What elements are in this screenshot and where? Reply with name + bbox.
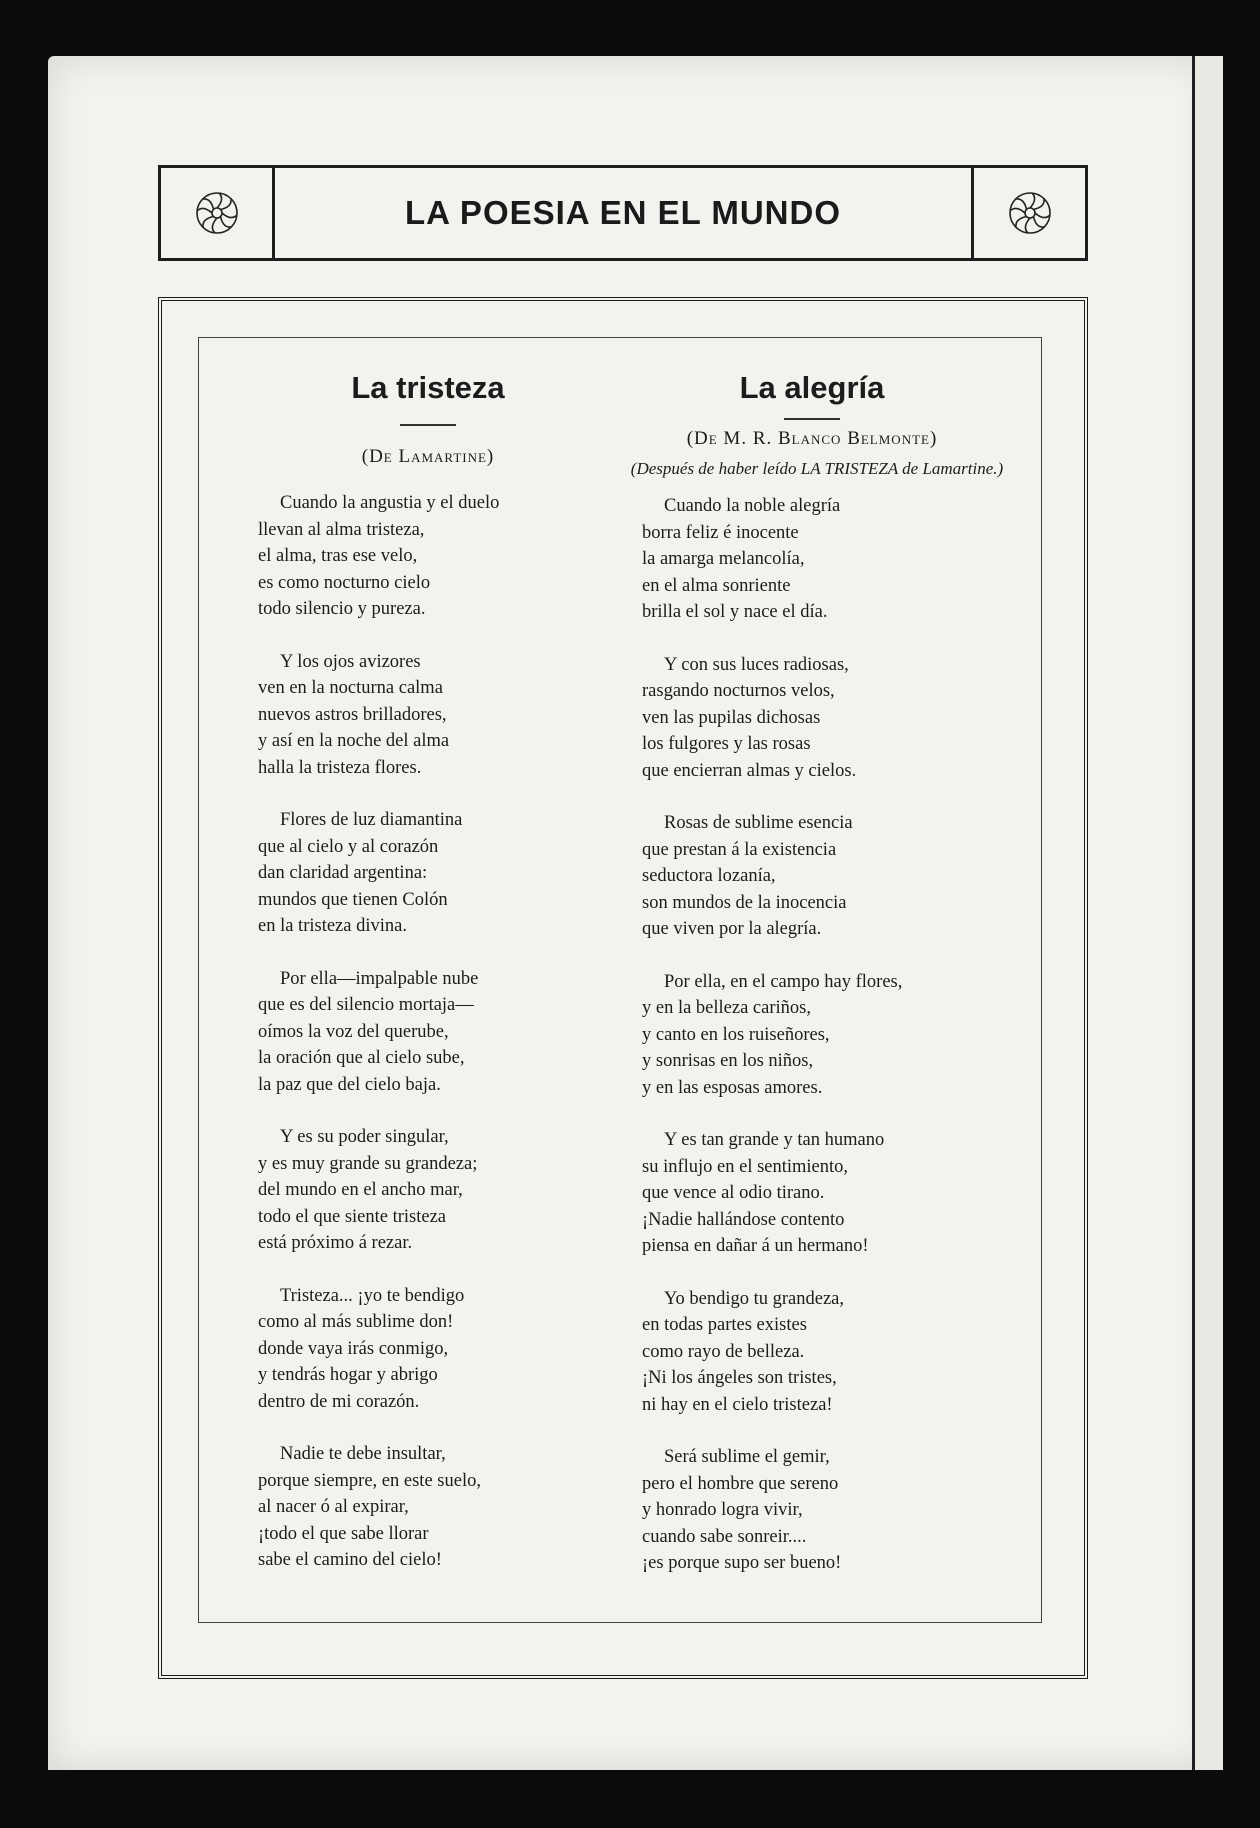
stanza xyxy=(258,490,648,623)
poem-title: La tristeza xyxy=(351,370,505,405)
verse-line: Será sublime el gemir, xyxy=(664,1447,830,1467)
verse-line: y es muy grande su grandeza; xyxy=(258,1153,478,1174)
verse-line: llevan al alma tristeza, xyxy=(258,519,425,540)
poem-stanzas xyxy=(258,490,648,1574)
verse-line: Rosas de sublime esencia xyxy=(664,813,853,833)
verse-line: porque siempre, en este suelo, xyxy=(258,1470,481,1491)
verse-line: y honrado logra vivir, xyxy=(642,1500,803,1520)
verse-line: los fulgores y las rosas xyxy=(642,734,811,754)
verse-line: Y es su poder singular, xyxy=(280,1127,449,1147)
stanza xyxy=(258,1441,648,1574)
verse-line: la oración que al cielo sube, xyxy=(258,1048,465,1068)
verse-line: es como nocturno cielo xyxy=(258,572,431,593)
verse-line: ¡todo el que sabe llorar xyxy=(258,1523,429,1544)
verse-line: halla la tristeza flores. xyxy=(258,757,422,778)
stanza xyxy=(258,1283,648,1416)
verse-line: y en la belleza cariños, xyxy=(642,998,811,1018)
stanza xyxy=(642,1286,1032,1419)
verse-line: Nadie te debe insultar, xyxy=(280,1444,446,1464)
verse-line: y tendrás hogar y abrigo xyxy=(258,1365,438,1385)
verse-line: Tristeza... ¡yo te bendigo xyxy=(280,1285,465,1306)
title-rule xyxy=(400,424,456,426)
verse-line: como rayo de belleza. xyxy=(642,1341,805,1362)
verse-line: ¡es porque supo ser bueno! xyxy=(642,1553,842,1573)
verse-line: al nacer ó al expirar, xyxy=(258,1497,409,1517)
verse-line: ¡Nadie hallándose contento xyxy=(642,1209,845,1230)
stanza xyxy=(258,649,648,782)
stanza xyxy=(642,652,1032,785)
verse-line: son mundos de la inocencia xyxy=(642,892,847,913)
verse-line: que prestan á la existencia xyxy=(642,839,837,860)
poem-attribution: (De M. R. Blanco Belmonte) xyxy=(686,428,938,449)
stanza xyxy=(642,1127,1032,1260)
verse-line: el alma, tras ese velo, xyxy=(258,546,418,566)
verse-line: y en las esposas amores. xyxy=(642,1077,823,1098)
verse-line: todo silencio y pureza. xyxy=(258,599,426,619)
verse-line: todo el que siente tristeza xyxy=(258,1206,447,1227)
poem-la-alegria xyxy=(630,370,1032,1603)
verse-line: ven las pupilas dichosas xyxy=(642,707,821,728)
poem-title: La alegría xyxy=(739,370,885,405)
verse-line: dan claridad argentina: xyxy=(258,863,428,883)
verse-line: como al más sublime don! xyxy=(258,1312,454,1332)
verse-line: Y con sus luces radiosas, xyxy=(664,654,849,675)
header-ornament-left xyxy=(161,168,275,258)
poem-attribution: (De Lamartine) xyxy=(361,446,495,467)
stanza xyxy=(258,1124,648,1257)
verse-line: que encierran almas y cielos. xyxy=(642,760,857,781)
verse-line: donde vaya irás conmigo, xyxy=(258,1338,449,1359)
verse-line: pero el hombre que sereno xyxy=(642,1473,839,1494)
verse-line: Y es tan grande y tan humano xyxy=(664,1130,885,1150)
verse-line: ¡Ni los ángeles son tristes, xyxy=(642,1368,837,1388)
verse-line: oímos la voz del querube, xyxy=(258,1021,449,1042)
section-title: LA POESIA EN EL MUNDO xyxy=(405,194,841,231)
verse-line: y así en la noche del alma xyxy=(258,731,450,751)
poem-la-tristeza xyxy=(258,370,648,1600)
verse-line: borra feliz é inocente xyxy=(642,522,799,543)
verse-line: seductora lozanía, xyxy=(642,866,776,886)
verse-line: piensa en dañar á un hermano! xyxy=(642,1236,869,1256)
verse-line: que viven por la alegría. xyxy=(642,919,822,939)
verse-line: mundos que tienen Colón xyxy=(258,889,448,910)
pinwheel-rosette-icon xyxy=(1006,189,1054,237)
verse-line: en la tristeza divina. xyxy=(258,916,407,936)
verse-line: que vence al odio tirano. xyxy=(642,1183,825,1203)
verse-line: rasgando nocturnos velos, xyxy=(642,681,835,701)
stanza xyxy=(642,810,1032,943)
stanza xyxy=(642,1444,1032,1577)
book-spine xyxy=(1192,56,1223,1770)
pinwheel-rosette-icon xyxy=(193,189,241,237)
verse-line: y canto en los ruiseñores, xyxy=(642,1024,830,1045)
section-header xyxy=(158,165,1088,261)
verse-line: en todas partes existes xyxy=(642,1315,807,1335)
verse-line: Cuando la noble alegría xyxy=(664,496,841,516)
verse-line: está próximo á rezar. xyxy=(258,1233,413,1253)
poem-stanzas xyxy=(642,493,1032,1577)
stanza xyxy=(258,807,648,940)
verse-line: la amarga melancolía, xyxy=(642,549,805,569)
poem-note: (Después de haber leído LA TRISTEZA de Lamartine.) xyxy=(630,459,1004,478)
verse-line: la paz que del cielo baja. xyxy=(258,1074,441,1095)
verse-line: en el alma sonriente xyxy=(642,575,791,596)
verse-line: sabe el camino del cielo! xyxy=(258,1550,442,1570)
title-rule xyxy=(784,418,840,420)
verse-line: cuando sabe sonreir.... xyxy=(642,1526,807,1547)
verse-line: Por ella, en el campo hay flores, xyxy=(664,971,903,992)
verse-line: nuevos astros brilladores, xyxy=(258,704,447,725)
stanza xyxy=(642,493,1032,626)
stanza xyxy=(258,966,648,1099)
verse-line: que es del silencio mortaja— xyxy=(258,995,474,1015)
verse-line: Por ella—impalpable nube xyxy=(280,968,479,989)
verse-line: su influjo en el sentimiento, xyxy=(642,1156,849,1177)
verse-line: Y los ojos avizores xyxy=(280,651,421,672)
verse-line: Flores de luz diamantina xyxy=(280,810,463,830)
verse-line: ven en la nocturna calma xyxy=(258,678,443,698)
verse-line: del mundo en el ancho mar, xyxy=(258,1180,463,1200)
verse-line: brilla el sol y nace el día. xyxy=(642,602,828,622)
verse-line: y sonrisas en los niños, xyxy=(642,1051,814,1071)
stanza xyxy=(642,969,1032,1102)
verse-line: que al cielo y al corazón xyxy=(258,836,439,857)
verse-line: dentro de mi corazón. xyxy=(258,1391,420,1412)
verse-line: ni hay en el cielo tristeza! xyxy=(642,1394,833,1415)
header-ornament-right xyxy=(971,168,1085,258)
verse-line: Cuando la angustia y el duelo xyxy=(280,493,500,513)
verse-line: Yo bendigo tu grandeza, xyxy=(664,1288,845,1309)
